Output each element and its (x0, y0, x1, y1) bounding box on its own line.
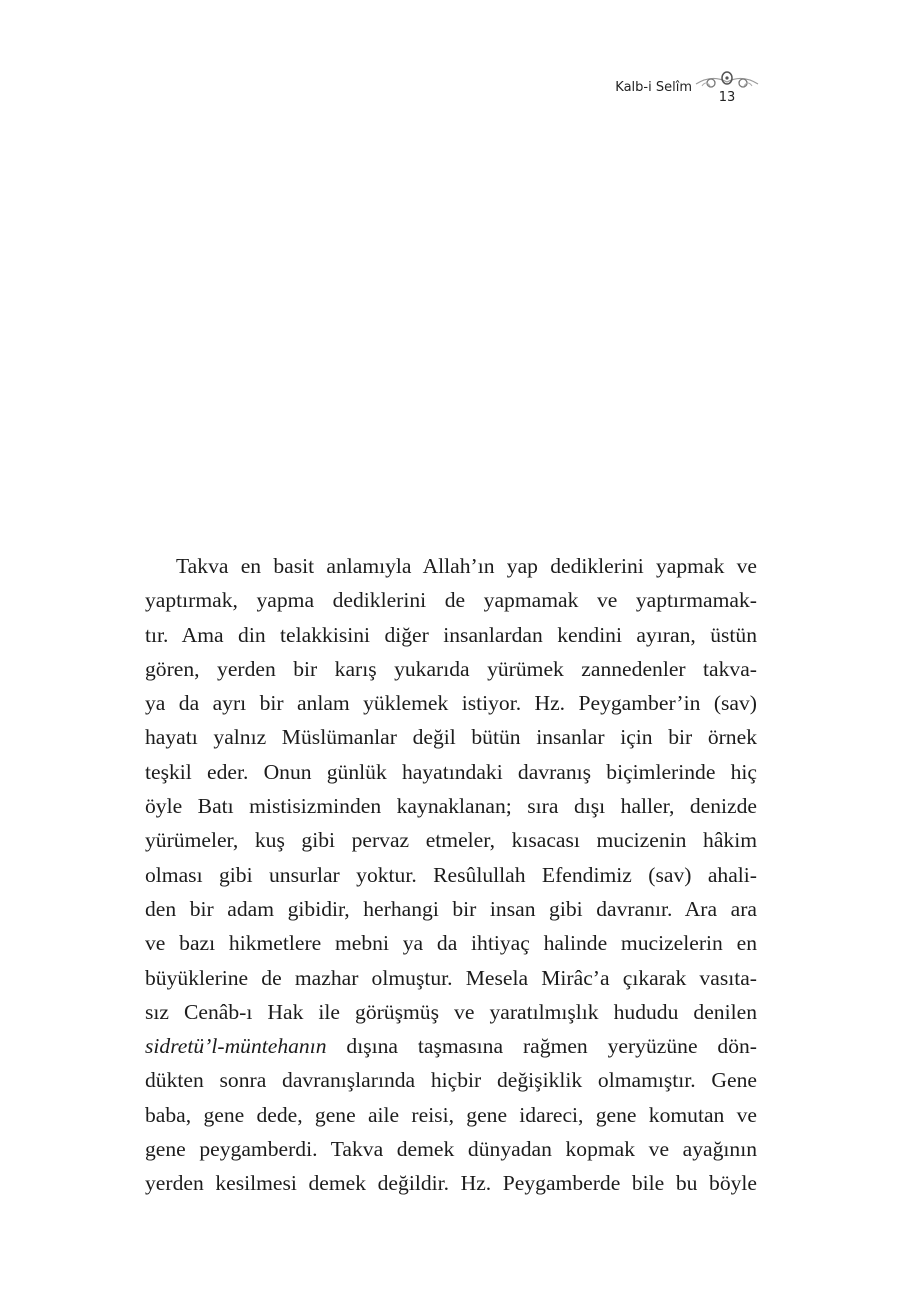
text-line: yerden kesilmesi demek değildir. Hz. Peygamberde bile bu böyle (145, 1171, 757, 1196)
text-line: yürümeler, kuş gibi pervaz etmeler, kısacası mucizenin hâkim (145, 828, 757, 853)
text-line: teşkil eder. Onun günlük hayatındaki davranış biçimlerinde hiç (145, 759, 757, 784)
text-line: den bir adam gibidir, herhangi bir insan gibi davranır. Ara ara (145, 896, 757, 921)
italic-term: sidretü’l-müntehanın (145, 1034, 327, 1059)
text-line: olması gibi unsurlar yoktur. Resûlullah Efendimiz (sav) ahali- (145, 862, 757, 887)
text-line: dükten sonra davranışlarında hiçbir değişiklik olmamıştır. Gene (145, 1068, 757, 1093)
text-line: Takva en basit anlamıyla Allah’ın yap dediklerini yapmak ve (176, 554, 757, 578)
text-line (145, 1029, 757, 1063)
text-line: hayatı yalnız Müslümanlar değil bütün insanlar için bir örnek (145, 725, 757, 750)
text-line: büyüklerine de mazhar olmuştur. Mesela Mirâc’a çıkarak vasıta- (145, 965, 757, 990)
text-line: tır. Ama din telakkisini diğer insanlardan kendini ayıran, üstün (145, 622, 757, 647)
page-number: 13 (718, 90, 736, 105)
text-line: yaptırmak, yapma dediklerini de yapmamak ve yaptırmamak- (145, 588, 757, 613)
text-line: ya da ayrı bir anlam yüklemek istiyor. Hz. Peygamber’in (sav) (145, 691, 757, 716)
running-title: Kalb-i Selîm (615, 80, 692, 95)
text-line: gene peygamberdi. Takva demek dünyadan kopmak ve ayağının (145, 1137, 757, 1162)
body-paragraph (145, 549, 757, 1201)
text-line: ve bazı hikmetlere mebni ya da ihtiyaç halinde mucizelerin en (145, 931, 757, 956)
text-line: baba, gene dede, gene aile reisi, gene idareci, gene komutan ve (145, 1102, 757, 1127)
text-line: gören, yerden bir karış yukarıda yürümek zannedenler takva- (145, 656, 757, 681)
text-line: öyle Batı mistisizminden kaynaklanan; sıra dışı haller, denizde (145, 794, 757, 819)
text-line: sız Cenâb-ı Hak ile görüşmüş ve yaratılmışlık hududu denilen (145, 999, 757, 1024)
text-line-rest: dışına taşmasına rağmen yeryüzüne dön- (326, 1034, 757, 1059)
